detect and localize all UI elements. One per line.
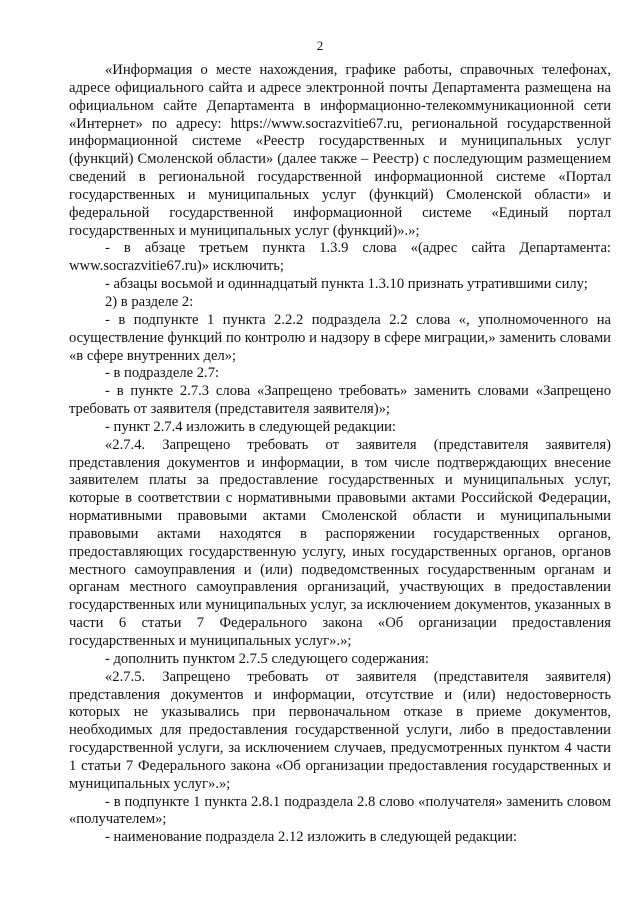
paragraph-2-7-3: - в пункте 2.7.3 слова «Запрещено требовать» заменить словами «Запрещено требовать от заявителя (представителя заявителя)»;	[69, 383, 611, 418]
paragraph-1-3-10: - абзацы восьмой и одиннадцатый пункта 1.3.10 признать утратившими силу;	[105, 276, 588, 293]
paragraph-subsection-2-7: - в подразделе 2.7:	[105, 365, 220, 382]
page-number: 2	[316, 38, 324, 53]
paragraph-2-12: - наименование подраздела 2.12 изложить в следующей редакции:	[105, 829, 518, 846]
paragraph-2-7-4-text: «2.7.4. Запрещено требовать от заявителя (представителя заявителя) представления документов и информации, в том числе подтверждающих внесение заявителем платы за предоставление государственных и муниципальных услуг, которые в соответствии с нормативными правовыми актами Российской Федерации, нормативными правовыми актами Смоленской области и муниципальными правовыми актами находятся в распоряжении государственных органов, предоставляющих государственную услугу, иных государственных органов, органов местного самоуправления и (или) подведомственных государственным органам и органам местного самоуправления организаций, участвующих в предоставлении государственных или муниципальных услуг, за исключением документов, указанных в части 6 статьи 7 Федерального закона «Об организации предоставления государственных и муниципальных услуг».»;	[69, 436, 611, 649]
document-body	[69, 62, 611, 847]
paragraph-section-2: 2) в разделе 2:	[105, 293, 194, 310]
paragraph-1-3-9: - в абзаце третьем пункта 1.3.9 слова «(адрес сайта Департамента: www.socrazvitie67.ru)» исключить;	[69, 240, 611, 275]
paragraph-2-8-1: - в подпункте 1 пункта 2.8.1 подраздела 2.8 слово «получателя» заменить словом «получателем»;	[69, 793, 611, 828]
paragraph-2-7-4-intro: - пункт 2.7.4 изложить в следующей редакции:	[105, 418, 396, 435]
paragraph-2-2-2: - в подпункте 1 пункта 2.2.2 подраздела 2.2 слова «, уполномоченного на осуществление функций по контролю и надзору в сфере миграции,» заменить словами «в сфере внутренних дел»;	[69, 311, 611, 364]
paragraph-2-7-5-intro: - дополнить пунктом 2.7.5 следующего содержания:	[105, 650, 429, 667]
paragraph-2-7-5-text: «2.7.5. Запрещено требовать от заявителя (представителя заявителя) представления документов и информации, отсутствие и (или) недостоверность которых не указывались при первоначальном отказе в приеме документов, необходимых для предоставления государственной услуги, либо в предоставлении государственной услуги, за исключением случаев, предусмотренных пунктом 4 части 1 статьи 7 Федерального закона «Об организации предоставления государственных и муниципальных услуг».»;	[69, 668, 611, 792]
paragraph-info-location: «Информация о месте нахождения, графике работы, справочных телефонах, адресе официального сайта и адресе электронной почты Департамента размещена на официальном сайте Департамента в информационно-телекоммуникационной сети «Интернет» по адресу: https://www.socrazvitie67.ru, региональной государственной информационной системе «Реестр государственных и муниципальных услуг (функций) Смоленской области» (далее также – Реестр) с последующим размещением сведений в региональной государственной информационной системе «Портал государственных и муниципальных услуг (функций) Смоленской области» и федеральной государственной информационной системе «Единый портал государственных и муниципальных услуг (функций)».»;	[69, 62, 611, 239]
